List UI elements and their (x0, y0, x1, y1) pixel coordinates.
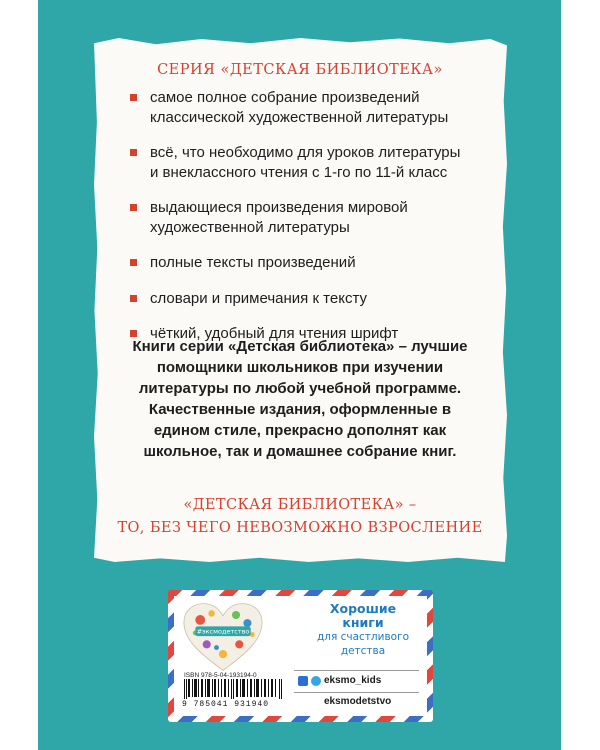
series-description: Книги серии «Детская библиотека» – лучшие помощники школьников при изучении литературы по любой учебной программе. Качественные издания, оформленные в едином стиле, прекрасно дополнят как школьное, так и домашнее собрание книг. (132, 338, 468, 460)
series-title: СЕРИЯ «ДЕТСКАЯ БИБЛИОТЕКА» (157, 62, 443, 78)
feature-text: самое полное собрание произведений классической художественной литературы (150, 89, 449, 126)
vk-icon (298, 676, 308, 686)
feature-list (130, 88, 470, 360)
bullet-square-icon (130, 204, 137, 211)
feature-text: полные тексты произведений (150, 254, 356, 271)
isbn-text: ISBN 978-5-04-193194-0 (184, 672, 257, 679)
publisher-tagline (302, 602, 424, 658)
feature-item (130, 143, 470, 182)
tagline-line-2: книги (342, 615, 384, 630)
barcode-icon (184, 679, 284, 699)
slogan-line-2: ТО, БЕЗ ЧЕГО НЕВОЗМОЖНО ВЗРОСЛЕНИЕ (117, 520, 483, 536)
divider (294, 692, 419, 693)
tagline-line-1: Хорошие (329, 601, 397, 616)
feature-item (130, 198, 470, 237)
feature-item (130, 253, 470, 273)
telegram-icon (311, 676, 321, 686)
feature-text: всё, что необходимо для уроков литературы и внеклассного чтения с 1-го по 11-й класс (150, 144, 461, 181)
bullet-square-icon (130, 149, 137, 156)
heart-logo-icon (182, 602, 264, 672)
barcode-number: 9 785041 931940 (182, 700, 270, 709)
series-slogan (0, 494, 600, 540)
bullet-square-icon (130, 259, 137, 266)
feature-item (130, 289, 470, 309)
slogan-line-1: «ДЕТСКАЯ БИБЛИОТЕКА» – (183, 497, 417, 513)
social-handle-2: eksmodetstvo (324, 696, 392, 707)
tagline-line-3: для счастливого (316, 631, 409, 643)
social-account-1 (298, 675, 381, 686)
label-card (174, 596, 427, 716)
feature-text: словари и примечания к тексту (150, 289, 367, 307)
feature-item (130, 88, 470, 127)
divider (294, 670, 419, 671)
feature-text: выдающиеся произведения мировой художественной литературы (150, 199, 408, 236)
feature-text: чёткий, удобный для чтения шрифт (150, 325, 399, 342)
publisher-label (168, 590, 433, 722)
social-handle-1: eksmo_kids (324, 675, 382, 686)
hashtag-text: #эксмодетство (196, 627, 250, 636)
bullet-square-icon (130, 295, 137, 302)
bullet-square-icon (130, 94, 137, 101)
tagline-line-4: детства (340, 645, 386, 657)
